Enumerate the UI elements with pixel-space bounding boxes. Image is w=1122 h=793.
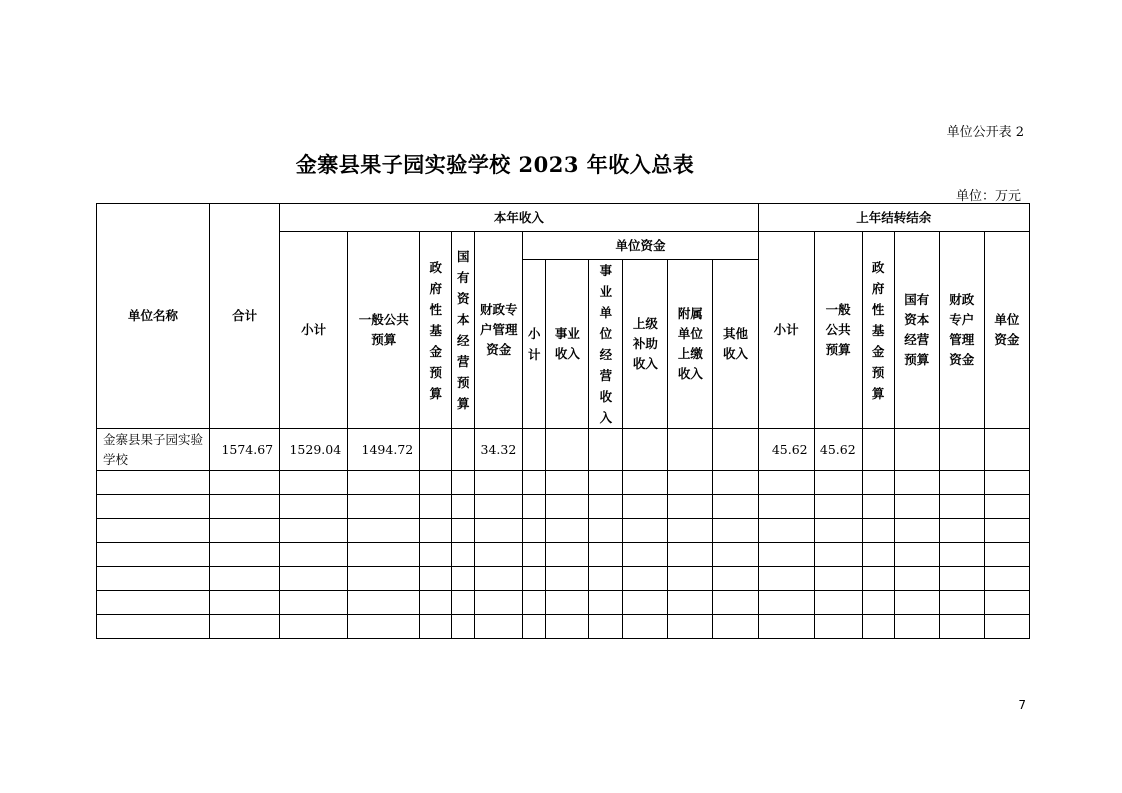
header-special-fund: 财政专户管理资金 xyxy=(480,302,518,357)
header-unit-name: 单位名称 xyxy=(97,204,210,429)
cell-special-fund: 34.32 xyxy=(475,429,523,471)
cell-prior-special-fund xyxy=(939,429,984,471)
header-prior-year: 上年结转结余 xyxy=(758,204,1029,232)
header-prior-gov-fund-budget: 政府性基金预算 xyxy=(871,259,885,401)
empty-row xyxy=(97,471,1030,495)
cell-business-income xyxy=(546,429,589,471)
cell-other-income xyxy=(713,429,758,471)
cell-unit-subtotal xyxy=(523,429,546,471)
header-prior-unit-funds: 单位资金 xyxy=(994,312,1020,347)
header-business-income: 事业收入 xyxy=(554,326,580,361)
header-current-year: 本年收入 xyxy=(280,204,758,232)
header-subtotal: 小计 xyxy=(280,232,348,429)
cell-state-capital-budget xyxy=(452,429,475,471)
header-gov-fund-budget: 政府性基金预算 xyxy=(429,259,442,401)
header-prior-subtotal: 小计 xyxy=(758,232,814,429)
empty-row xyxy=(97,543,1030,567)
cell-subtotal: 1529.04 xyxy=(280,429,348,471)
empty-row xyxy=(97,591,1030,615)
empty-row xyxy=(97,567,1030,591)
header-affiliated-income: 附属单位上缴收入 xyxy=(677,306,703,381)
header-prior-state-capital-budget: 国有资本经营预算 xyxy=(904,292,930,367)
empty-row xyxy=(97,519,1030,543)
cell-prior-subtotal: 45.62 xyxy=(758,429,814,471)
cell-prior-unit-funds xyxy=(984,429,1029,471)
header-prior-special-fund: 财政专户管理资金 xyxy=(949,292,975,367)
unit-label: 单位：万元 xyxy=(955,189,1021,204)
cell-prior-gov-fund-budget xyxy=(862,429,894,471)
cell-prior-general-budget: 45.62 xyxy=(814,429,862,471)
header-general-budget: 一般公共预算 xyxy=(358,312,409,347)
header-operating-income: 事业单位经营收入 xyxy=(599,263,613,425)
page-title: 金寨县果子园实验学校 2023 年收入总表 xyxy=(295,152,695,177)
header-other-income: 其他收入 xyxy=(722,326,748,361)
cell-gov-fund-budget xyxy=(420,429,452,471)
empty-row xyxy=(97,615,1030,639)
empty-row xyxy=(97,495,1030,519)
cell-general-budget: 1494.72 xyxy=(348,429,420,471)
header-superior-subsidy: 上级补助收入 xyxy=(632,316,658,371)
cell-superior-subsidy xyxy=(623,429,668,471)
income-summary-table xyxy=(96,203,1030,639)
header-total: 合计 xyxy=(210,204,280,429)
header-unit-subtotal: 小计 xyxy=(528,326,541,362)
cell-prior-state-capital-budget xyxy=(894,429,939,471)
cell-total: 1574.67 xyxy=(210,429,280,471)
cell-affiliated-income xyxy=(668,429,713,471)
form-number: 单位公开表 2 xyxy=(946,125,1024,140)
page-number: 7 xyxy=(1018,698,1026,712)
cell-unit-name: 金寨县果子园实验学校 xyxy=(97,429,210,471)
table-row xyxy=(97,429,1030,471)
header-state-capital-budget: 国有资本经营预算 xyxy=(457,249,470,411)
header-prior-general-budget: 一般公共预算 xyxy=(825,302,851,357)
header-unit-funds: 单位资金 xyxy=(523,232,758,260)
cell-operating-income xyxy=(589,429,623,471)
